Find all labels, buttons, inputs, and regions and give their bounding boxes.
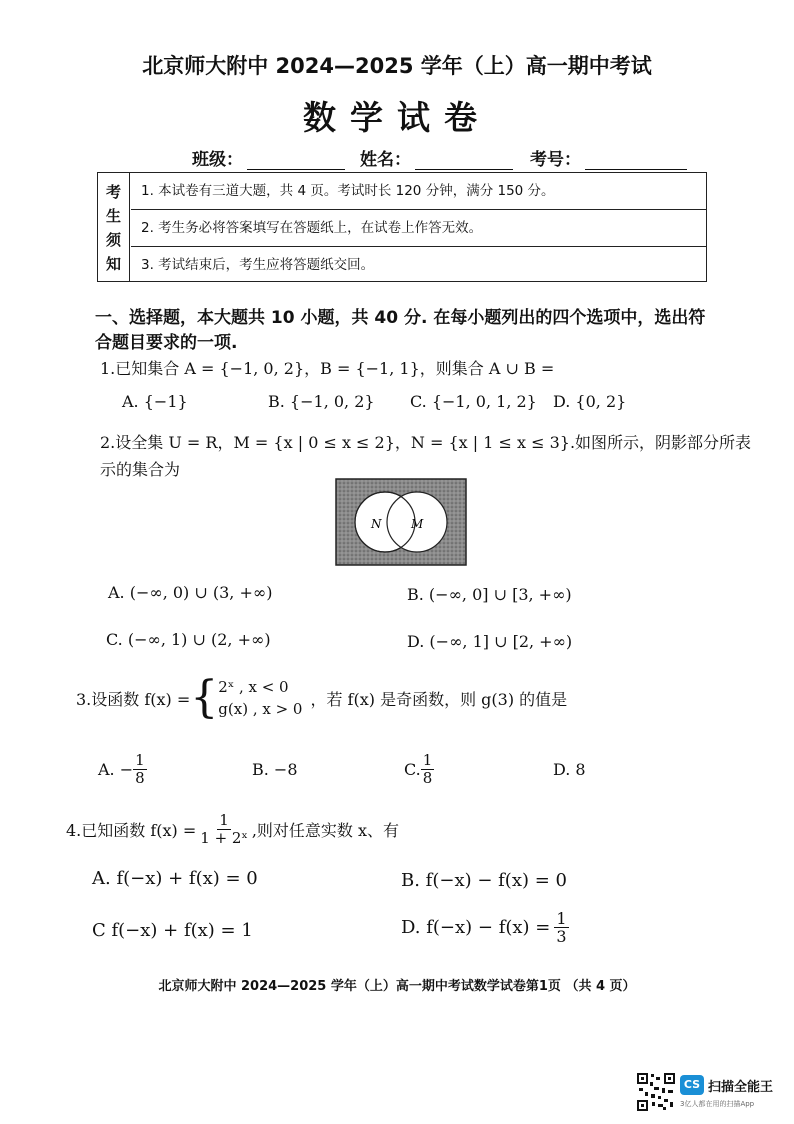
name-blank <box>415 151 513 170</box>
q1-option-c: C. {−1, 0, 1, 2} <box>410 392 537 411</box>
fraction <box>133 752 147 787</box>
notice-item: 2. 考生务必将答案填写在答题纸上，在试卷上作答无效。 <box>131 210 706 247</box>
name-label: 姓名： <box>360 150 411 170</box>
venn-label-m: M <box>411 517 424 531</box>
q4-option-b: B. f(−x) − f(x) = 0 <box>401 870 567 891</box>
q4-option-a: A. f(−x) + f(x) = 0 <box>92 868 258 889</box>
q3-stem-suffix: ，若 f(x) 是奇函数，则 g(3) 的值是 <box>310 689 568 709</box>
id-label: 考号： <box>530 150 581 170</box>
venn-diagram <box>335 478 467 566</box>
question-4-stem <box>66 812 399 847</box>
q2-option-a: A. (−∞, 0) ∪ (3, +∞) <box>108 583 273 602</box>
class-label: 班级： <box>192 150 243 170</box>
fraction <box>421 752 435 787</box>
subject-title: 数学试卷 <box>303 98 491 137</box>
student-info-line <box>0 145 794 169</box>
question-3-stem <box>76 672 568 723</box>
q3-option-c <box>404 752 434 787</box>
id-blank <box>585 151 687 170</box>
fraction-numerator: 1 <box>219 811 229 829</box>
q1-option-d: D. {0, 2} <box>553 392 627 411</box>
qr-code-icon <box>636 1072 676 1112</box>
scanner-brand-name: 扫描全能王 <box>708 1079 774 1095</box>
fraction-numerator: 1 <box>422 751 433 769</box>
section-heading: 一、选择题，本大题共 10 小题，共 40 分. 在每小题列出的四个选项中，选出符合题目要求的一项. <box>95 308 706 353</box>
class-field <box>192 145 345 170</box>
q3-option-b: B. −8 <box>252 760 298 779</box>
q2-option-c: C. (−∞, 1) ∪ (2, +∞) <box>106 630 271 649</box>
notice-heading-char: 知 <box>105 254 121 273</box>
piecewise-definition <box>218 676 302 720</box>
fraction-denominator: 3 <box>556 927 567 946</box>
notice-items <box>131 173 706 281</box>
fraction-denominator: 1 + 2ˣ <box>200 829 248 847</box>
fraction-numerator: 1 <box>556 909 567 928</box>
q2-option-b: B. (−∞, 0] ∪ [3, +∞) <box>407 585 572 604</box>
question-2-stem-line2: 示的集合为 <box>100 460 181 479</box>
fraction-numerator: 1 <box>135 751 145 769</box>
q3-option-a <box>98 752 147 787</box>
notice-item: 1. 本试卷有三道大题，共 4 页。考试时长 120 分钟，满分 150 分。 <box>131 173 706 210</box>
question-1-stem: 1.已知集合 A = {−1, 0, 2}，B = {−1, 1}，则集合 A ∪ B = <box>100 359 555 378</box>
q1-option-b: B. {−1, 0, 2} <box>268 392 375 411</box>
exam-title: 北京师大附中 2024—2025 学年（上）高一期中考试 <box>142 54 652 78</box>
q3-option-a-label: A. − <box>98 760 134 779</box>
notice-heading-char: 须 <box>105 230 121 249</box>
q4-option-c: C f(−x) + f(x) = 1 <box>92 920 253 941</box>
fraction-denominator: 8 <box>135 769 145 787</box>
q4-stem-suffix: ,则对任意实数 x、有 <box>251 821 400 840</box>
piece-2: g(x) , x > 0 <box>218 700 303 718</box>
notice-heading <box>98 173 130 281</box>
q4-stem-prefix: 4.已知函数 f(x) = <box>66 821 197 840</box>
piecewise-brace: { <box>190 672 219 723</box>
question-2-stem-line1: 2.设全集 U = R，M = {x | 0 ≤ x ≤ 2}，N = {x | 1 ≤ x ≤ 3}.如图所示，阴影部分所表 <box>100 433 752 452</box>
piece-1: 2ˣ , x < 0 <box>218 678 289 696</box>
name-field <box>360 145 513 170</box>
notice-item: 3. 考试结束后，考生应将答题纸交回。 <box>141 257 375 273</box>
q2-option-d: D. (−∞, 1] ∪ [2, +∞) <box>407 632 573 651</box>
fraction <box>200 812 248 847</box>
id-field <box>530 145 687 170</box>
class-blank <box>247 151 345 170</box>
notice-heading-char: 生 <box>105 206 121 225</box>
venn-label-n: N <box>371 517 382 531</box>
fraction-denominator: 8 <box>422 769 433 787</box>
scanner-brand-tagline: 3亿人都在用的扫描App <box>680 1100 755 1108</box>
camscanner-logo-icon: CS <box>680 1075 704 1095</box>
page-footer: 北京师大附中 2024—2025 学年（上）高一期中考试数学试卷第1页 （共 4 页） <box>158 979 636 994</box>
q1-option-a: A. {−1} <box>122 392 188 411</box>
notice-heading-char: 考 <box>105 182 121 201</box>
exam-notice-box <box>97 172 707 282</box>
q3-option-c-label: C. <box>404 760 421 779</box>
q4-option-d <box>401 910 569 945</box>
q4-option-d-label: D. f(−x) − f(x) = <box>401 917 551 938</box>
fraction <box>554 910 568 945</box>
scanner-brand <box>680 1075 773 1095</box>
q3-stem-prefix: 3.设函数 f(x) = <box>76 689 191 709</box>
q3-option-d: D. 8 <box>553 760 586 779</box>
